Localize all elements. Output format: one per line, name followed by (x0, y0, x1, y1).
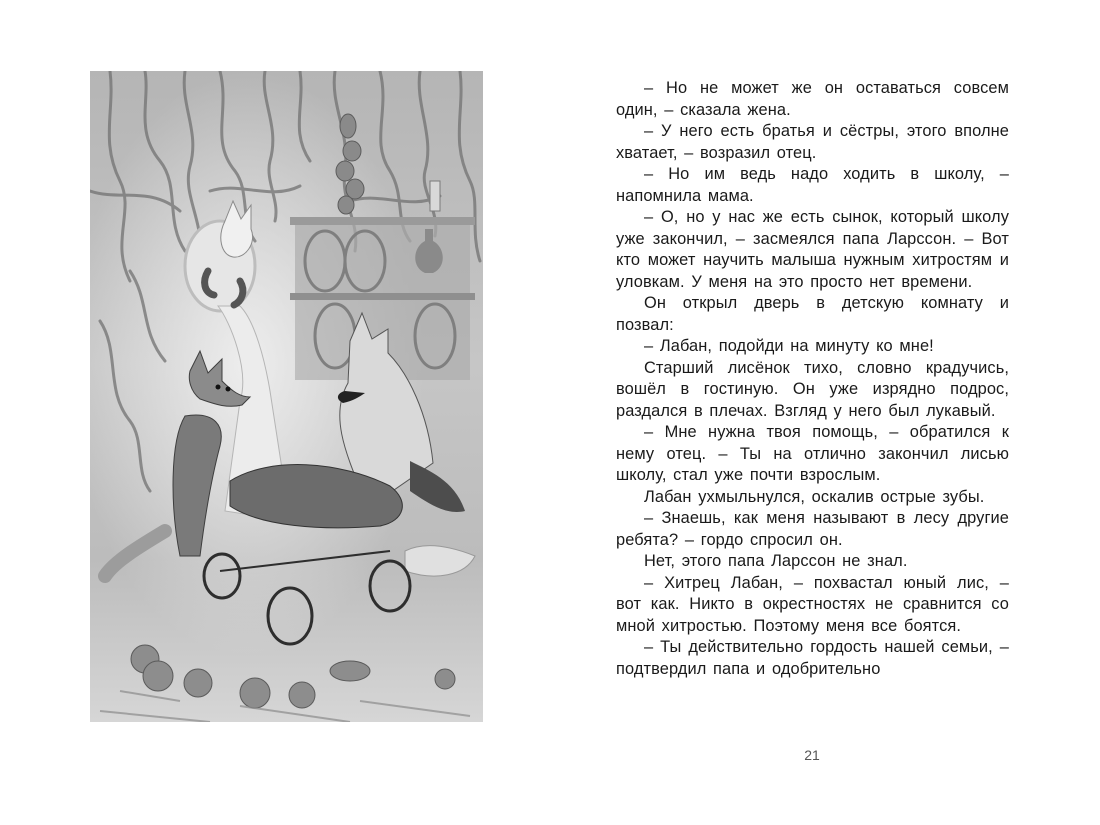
story-text (616, 78, 1009, 680)
page-number: 21 (804, 747, 820, 763)
paragraph: – Знаешь, как меня называют в лесу другие ребята? – гордо спросил он. (616, 509, 1009, 549)
paragraph: – Но им ведь надо ходить в школу, – напомнила мама. (616, 165, 1009, 205)
paragraph: – Хитрец Лабан, – похвастал юный лис, – вот как. Никто в окрестностях не сравнится со мной хитростью. Поэтому меня все боятся. (616, 573, 1009, 635)
illustration-fox-family (90, 71, 483, 722)
paragraph: – Лабан, подойди на минуту ко мне! (644, 337, 934, 355)
paragraph: Старший лисёнок тихо, словно крадучись, вошёл в гостиную. Он уже изрядно подрос, раздался в плечах. Взгляд у него был лукавый. (616, 358, 1009, 420)
paragraph: – Ты действительно гордость нашей семьи, – подтвердил папа и одобрительно (616, 638, 1009, 678)
illustration-image (90, 71, 483, 722)
paragraph: – Мне нужна твоя помощь, – обратился к нему отец. – Ты на отлично закончил лисью школу, стал уже почти взрослым. (616, 423, 1009, 484)
paragraph: Лабан ухмыльнулся, оскалив острые зубы. (644, 487, 985, 506)
paragraph: Нет, этого папа Ларссон не знал. (644, 552, 908, 570)
paragraph: – У него есть братья и сёстры, этого вполне хватает, – возразил отец. (616, 122, 1009, 162)
paragraph: – Но не может же он оставаться совсем один, – сказала жена. (616, 79, 1009, 119)
paragraph: – О, но у нас же есть сынок, который школу уже закончил, – засмеялся папа Ларссон. – Вот кто может научить малыша нужным хитростям и уловкам. У меня на это просто нет времени. (616, 208, 1009, 291)
paragraph: Он открыл дверь в детскую комнату и позвал: (616, 294, 1009, 334)
